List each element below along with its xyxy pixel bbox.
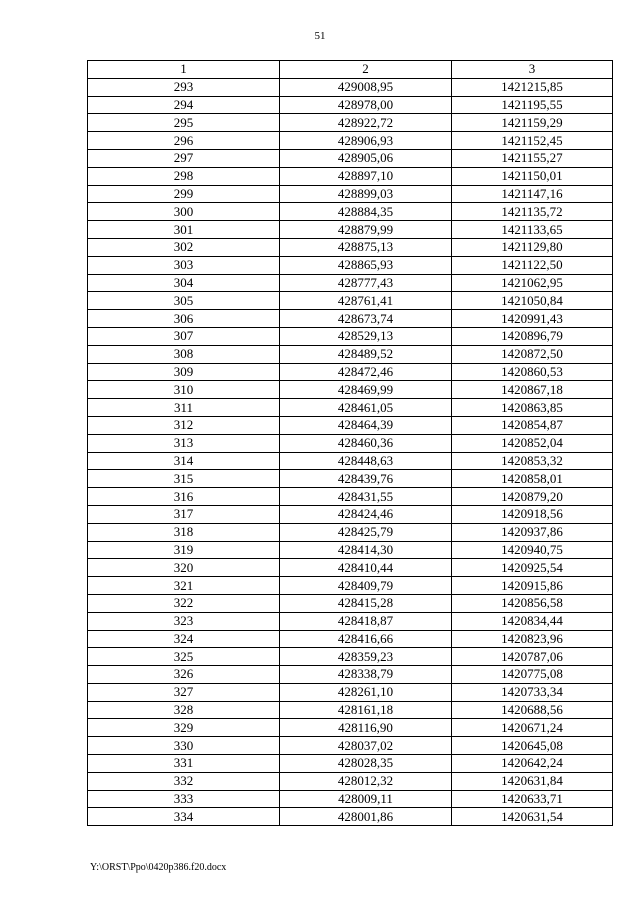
point-number-cell: 325 [88,648,280,666]
table-row [88,470,613,488]
point-number-cell: 324 [88,630,280,648]
point-number-cell: 326 [88,666,280,684]
table-row [88,238,613,256]
y-coordinate-cell: 1420775,08 [452,666,613,684]
table-row [88,523,613,541]
table-row [88,310,613,328]
table-row [88,701,613,719]
table-row [88,719,613,737]
table-row [88,363,613,381]
table-row [88,167,613,185]
y-coordinate-cell: 1420853,32 [452,452,613,470]
y-coordinate-cell: 1421155,27 [452,149,613,167]
point-number-cell: 315 [88,470,280,488]
point-number-cell: 294 [88,96,280,114]
point-number-cell: 299 [88,185,280,203]
point-number-cell: 321 [88,577,280,595]
table-row [88,434,613,452]
point-number-cell: 313 [88,434,280,452]
x-coordinate-cell: 428460,36 [280,434,452,452]
y-coordinate-cell: 1421122,50 [452,256,613,274]
table-row [88,559,613,577]
y-coordinate-cell: 1420642,24 [452,755,613,773]
table-row [88,577,613,595]
point-number-cell: 319 [88,541,280,559]
page-number: 51 [314,30,326,42]
y-coordinate-cell: 1420863,85 [452,399,613,417]
point-number-cell: 296 [88,132,280,150]
point-number-cell: 295 [88,114,280,132]
x-coordinate-cell: 428409,79 [280,577,452,595]
point-number-cell: 304 [88,274,280,292]
table-row [88,345,613,363]
y-coordinate-cell: 1421147,16 [452,185,613,203]
table-row [88,737,613,755]
x-coordinate-cell: 428489,52 [280,345,452,363]
table-row [88,452,613,470]
table-row [88,132,613,150]
x-coordinate-cell: 428673,74 [280,310,452,328]
x-coordinate-cell: 428261,10 [280,683,452,701]
y-coordinate-cell: 1421129,80 [452,238,613,256]
y-coordinate-cell: 1420896,79 [452,327,613,345]
x-coordinate-cell: 428001,86 [280,808,452,826]
y-coordinate-cell: 1420858,01 [452,470,613,488]
table-row [88,594,613,612]
table-row [88,683,613,701]
point-number-cell: 301 [88,221,280,239]
x-coordinate-cell: 428461,05 [280,399,452,417]
table-row [88,541,613,559]
x-coordinate-cell: 428905,06 [280,149,452,167]
point-number-cell: 316 [88,488,280,506]
x-coordinate-cell: 428906,93 [280,132,452,150]
y-coordinate-cell: 1420823,96 [452,630,613,648]
y-coordinate-cell: 1420631,54 [452,808,613,826]
table-row [88,185,613,203]
x-coordinate-cell: 428978,00 [280,96,452,114]
x-coordinate-cell: 428415,28 [280,594,452,612]
table-body [88,78,613,825]
point-number-cell: 327 [88,683,280,701]
table-row [88,274,613,292]
point-number-cell: 331 [88,755,280,773]
y-coordinate-cell: 1420918,56 [452,505,613,523]
point-number-cell: 330 [88,737,280,755]
table-row [88,416,613,434]
table-row [88,256,613,274]
x-coordinate-cell: 428037,02 [280,737,452,755]
point-number-cell: 298 [88,167,280,185]
table-row [88,648,613,666]
x-coordinate-cell: 428865,93 [280,256,452,274]
point-number-cell: 314 [88,452,280,470]
y-coordinate-cell: 1420787,06 [452,648,613,666]
x-coordinate-cell: 428116,90 [280,719,452,737]
x-coordinate-cell: 428469,99 [280,381,452,399]
point-number-cell: 303 [88,256,280,274]
y-coordinate-cell: 1421150,01 [452,167,613,185]
y-coordinate-cell: 1420671,24 [452,719,613,737]
point-number-cell: 318 [88,523,280,541]
y-coordinate-cell: 1420860,53 [452,363,613,381]
x-coordinate-cell: 428009,11 [280,790,452,808]
y-coordinate-cell: 1421133,65 [452,221,613,239]
x-coordinate-cell: 428439,76 [280,470,452,488]
y-coordinate-cell: 1420872,50 [452,345,613,363]
table-row [88,221,613,239]
table-row [88,666,613,684]
table-row [88,327,613,345]
point-number-cell: 300 [88,203,280,221]
point-number-cell: 333 [88,790,280,808]
point-number-cell: 332 [88,772,280,790]
table-header-row [88,61,613,79]
table-row [88,399,613,417]
x-coordinate-cell: 428464,39 [280,416,452,434]
y-coordinate-cell: 1420915,86 [452,577,613,595]
table-row [88,505,613,523]
point-number-cell: 312 [88,416,280,434]
x-coordinate-cell: 429008,95 [280,78,452,96]
x-coordinate-cell: 428414,30 [280,541,452,559]
point-number-cell: 320 [88,559,280,577]
table-row [88,381,613,399]
y-coordinate-cell: 1421050,84 [452,292,613,310]
y-coordinate-cell: 1420937,86 [452,523,613,541]
x-coordinate-cell: 428418,87 [280,612,452,630]
x-coordinate-cell: 428529,13 [280,327,452,345]
footer-file-path: Y:\ORST\Ppo\0420p386.f20.docx [90,862,227,873]
point-number-cell: 311 [88,399,280,417]
y-coordinate-cell: 1421062,95 [452,274,613,292]
point-number-cell: 317 [88,505,280,523]
y-coordinate-cell: 1420645,08 [452,737,613,755]
y-coordinate-cell: 1420879,20 [452,488,613,506]
x-coordinate-cell: 428884,35 [280,203,452,221]
y-coordinate-cell: 1420991,43 [452,310,613,328]
point-number-cell: 329 [88,719,280,737]
x-coordinate-cell: 428424,46 [280,505,452,523]
y-coordinate-cell: 1420834,44 [452,612,613,630]
y-coordinate-cell: 1421135,72 [452,203,613,221]
x-coordinate-cell: 428761,41 [280,292,452,310]
table-row [88,630,613,648]
point-number-cell: 305 [88,292,280,310]
x-coordinate-cell: 428338,79 [280,666,452,684]
y-coordinate-cell: 1421152,45 [452,132,613,150]
table-row [88,203,613,221]
y-coordinate-cell: 1420633,71 [452,790,613,808]
table-row [88,149,613,167]
y-coordinate-cell: 1420631,84 [452,772,613,790]
y-coordinate-cell: 1421195,55 [452,96,613,114]
x-coordinate-cell: 428431,55 [280,488,452,506]
y-coordinate-cell: 1420688,56 [452,701,613,719]
table-row [88,808,613,826]
point-number-cell: 334 [88,808,280,826]
y-coordinate-cell: 1421159,29 [452,114,613,132]
point-number-cell: 323 [88,612,280,630]
column-header-3: 3 [452,61,613,79]
y-coordinate-cell: 1420854,87 [452,416,613,434]
table-row [88,790,613,808]
table-row [88,612,613,630]
x-coordinate-cell: 428897,10 [280,167,452,185]
point-number-cell: 302 [88,238,280,256]
y-coordinate-cell: 1420925,54 [452,559,613,577]
coordinates-table [87,60,613,826]
x-coordinate-cell: 428777,43 [280,274,452,292]
x-coordinate-cell: 428472,46 [280,363,452,381]
y-coordinate-cell: 1420856,58 [452,594,613,612]
point-number-cell: 306 [88,310,280,328]
x-coordinate-cell: 428359,23 [280,648,452,666]
table-row [88,755,613,773]
y-coordinate-cell: 1420940,75 [452,541,613,559]
y-coordinate-cell: 1420867,18 [452,381,613,399]
point-number-cell: 307 [88,327,280,345]
x-coordinate-cell: 428899,03 [280,185,452,203]
x-coordinate-cell: 428012,32 [280,772,452,790]
table-row [88,488,613,506]
x-coordinate-cell: 428028,35 [280,755,452,773]
point-number-cell: 309 [88,363,280,381]
table-row [88,78,613,96]
x-coordinate-cell: 428879,99 [280,221,452,239]
point-number-cell: 328 [88,701,280,719]
x-coordinate-cell: 428425,79 [280,523,452,541]
point-number-cell: 293 [88,78,280,96]
y-coordinate-cell: 1420733,34 [452,683,613,701]
x-coordinate-cell: 428448,63 [280,452,452,470]
table-row [88,292,613,310]
y-coordinate-cell: 1421215,85 [452,78,613,96]
point-number-cell: 310 [88,381,280,399]
point-number-cell: 297 [88,149,280,167]
table-row [88,96,613,114]
column-header-2: 2 [280,61,452,79]
table-row [88,114,613,132]
x-coordinate-cell: 428161,18 [280,701,452,719]
point-number-cell: 308 [88,345,280,363]
y-coordinate-cell: 1420852,04 [452,434,613,452]
x-coordinate-cell: 428875,13 [280,238,452,256]
column-header-1: 1 [88,61,280,79]
table-row [88,772,613,790]
x-coordinate-cell: 428410,44 [280,559,452,577]
x-coordinate-cell: 428416,66 [280,630,452,648]
x-coordinate-cell: 428922,72 [280,114,452,132]
point-number-cell: 322 [88,594,280,612]
